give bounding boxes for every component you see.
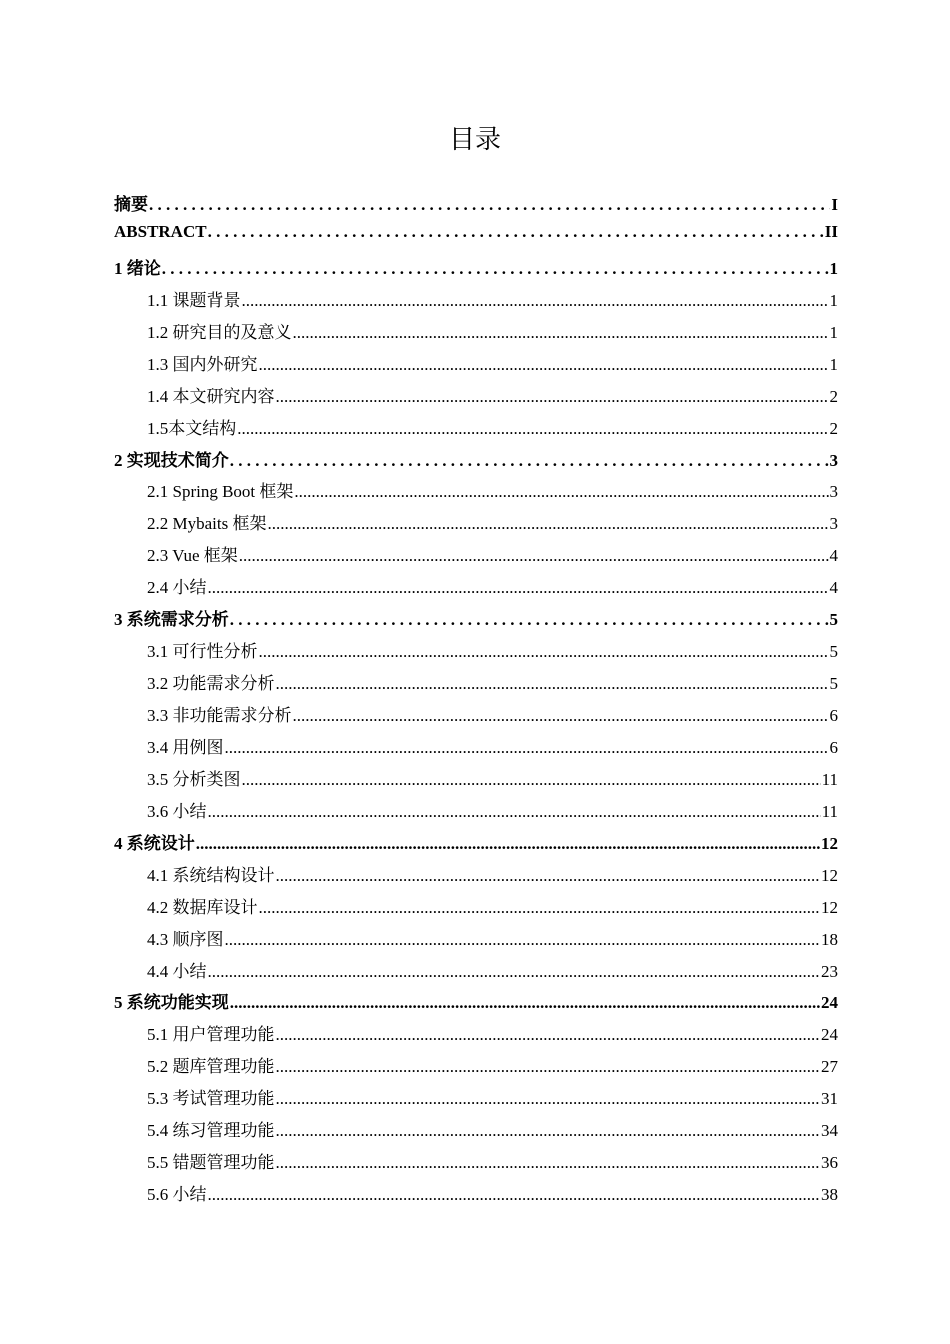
toc-page-number: 3 <box>829 450 838 470</box>
toc-dot-leader <box>259 898 821 918</box>
toc-page-number: 12 <box>821 833 838 853</box>
toc-section-entry[interactable] <box>114 925 838 957</box>
toc-page-number: 11 <box>821 801 838 821</box>
toc-entry-label: 5.5 错题管理功能 <box>147 1153 275 1173</box>
toc-section-entry[interactable] <box>114 893 838 925</box>
toc-chapter-entry[interactable] <box>114 605 838 637</box>
toc-entry-label: 2.4 小结 <box>147 578 207 598</box>
table-of-contents <box>114 190 838 1212</box>
toc-page-number: 2 <box>829 418 838 438</box>
toc-dot-leader <box>162 259 829 279</box>
toc-dot-leader <box>259 355 829 375</box>
toc-dot-leader <box>276 387 829 407</box>
toc-section-entry[interactable] <box>114 669 838 701</box>
toc-entry-label: 4.2 数据库设计 <box>147 897 258 917</box>
toc-entry-label: ABSTRACT <box>114 221 207 241</box>
toc-section-entry[interactable] <box>114 573 838 605</box>
toc-page-number: II <box>824 221 838 241</box>
toc-dot-leader <box>242 770 821 790</box>
toc-section-entry[interactable] <box>114 1180 838 1212</box>
toc-section-entry[interactable] <box>114 861 838 893</box>
toc-dot-leader <box>208 962 821 982</box>
toc-chapter-entry[interactable] <box>114 829 838 861</box>
toc-page-number: 4 <box>829 578 838 598</box>
toc-page-number: 23 <box>821 961 838 981</box>
toc-chapter-entry[interactable] <box>114 254 838 286</box>
toc-entry-label: 1.1 课题背景 <box>147 290 241 310</box>
toc-dot-leader <box>259 642 829 662</box>
toc-section-entry[interactable] <box>114 477 838 509</box>
toc-section-entry[interactable] <box>114 797 838 829</box>
toc-dot-leader <box>196 834 820 854</box>
toc-page-number: 3 <box>829 514 838 534</box>
toc-dot-leader <box>230 610 829 630</box>
toc-entry-label: 3.3 非功能需求分析 <box>147 706 292 725</box>
toc-entry-label: 5.6 小结 <box>147 1185 207 1205</box>
toc-entry-label: 5 系统功能实现 <box>114 993 229 1013</box>
toc-entry-label: 4.4 小结 <box>147 961 207 981</box>
toc-section-entry[interactable] <box>114 637 838 669</box>
toc-entry-label: 3.1 可行性分析 <box>147 642 258 662</box>
toc-page-number: 31 <box>821 1089 838 1109</box>
toc-dot-leader <box>242 291 829 311</box>
toc-page-number: 18 <box>821 929 838 949</box>
toc-page-number: 1 <box>829 354 838 374</box>
toc-chapter-entry[interactable] <box>114 190 838 222</box>
toc-page-number: 36 <box>821 1153 838 1173</box>
toc-section-entry[interactable] <box>114 350 838 382</box>
toc-section-entry[interactable] <box>114 1020 838 1052</box>
toc-page-number: 12 <box>821 865 838 885</box>
toc-page-number: 12 <box>821 897 838 917</box>
toc-section-entry[interactable] <box>114 509 838 541</box>
toc-section-entry[interactable] <box>114 733 838 765</box>
toc-dot-leader <box>149 195 830 215</box>
toc-entry-label: 1.4 本文研究内容 <box>147 386 275 406</box>
toc-page-number: 4 <box>829 546 838 566</box>
toc-dot-leader <box>276 674 829 694</box>
toc-entry-label: 摘要 <box>114 195 148 214</box>
toc-dot-leader <box>276 1025 821 1045</box>
toc-section-entry[interactable] <box>114 1084 838 1116</box>
toc-page-number: I <box>831 195 838 214</box>
toc-chapter-entry[interactable] <box>114 988 838 1020</box>
toc-entry-label: 1 绪论 <box>114 258 161 278</box>
toc-page-number: 5 <box>829 674 838 694</box>
toc-dot-leader <box>237 419 828 439</box>
toc-dot-leader <box>293 706 829 726</box>
toc-entry-label: 1.3 国内外研究 <box>147 354 258 374</box>
toc-entry-label: 3.2 功能需求分析 <box>147 674 275 694</box>
toc-dot-leader <box>225 738 829 758</box>
toc-page-number: 3 <box>829 482 838 502</box>
toc-page-number: 5 <box>829 642 838 662</box>
toc-dot-leader <box>225 930 821 950</box>
toc-entry-label: 3.5 分析类图 <box>147 769 241 789</box>
toc-entry-label: 1.2 研究目的及意义 <box>147 322 292 342</box>
toc-chapter-entry[interactable] <box>114 222 838 254</box>
toc-section-entry[interactable] <box>114 957 838 989</box>
toc-section-entry[interactable] <box>114 1148 838 1180</box>
toc-dot-leader <box>294 482 828 502</box>
toc-section-entry[interactable] <box>114 286 838 318</box>
toc-page-number: 1 <box>829 290 838 310</box>
toc-entry-label: 4 系统设计 <box>114 833 195 853</box>
toc-dot-leader <box>276 866 821 886</box>
toc-entry-label: 3 系统需求分析 <box>114 610 229 630</box>
toc-page-number: 2 <box>829 386 838 406</box>
toc-section-entry[interactable] <box>114 541 838 573</box>
toc-dot-leader <box>276 1089 821 1109</box>
toc-section-entry[interactable] <box>114 765 838 797</box>
toc-entry-label: 5.2 题库管理功能 <box>147 1057 275 1077</box>
toc-chapter-entry[interactable] <box>114 446 838 478</box>
toc-page-number: 34 <box>821 1121 838 1141</box>
toc-page-number: 38 <box>821 1185 838 1205</box>
toc-page-number: 5 <box>829 610 838 630</box>
toc-page-number: 1 <box>829 258 838 278</box>
toc-entry-label: 1.5本文结构 <box>147 418 237 438</box>
page-title: 目录 <box>448 125 501 155</box>
toc-entry-label: 2.1 Spring Boot 框架 <box>147 482 294 502</box>
toc-entry-label: 5.3 考试管理功能 <box>147 1089 275 1109</box>
toc-entry-label: 5.4 练习管理功能 <box>147 1121 275 1141</box>
toc-section-entry[interactable] <box>114 1116 838 1148</box>
toc-entry-label: 3.4 用例图 <box>147 737 224 757</box>
toc-page-number: 27 <box>821 1057 838 1077</box>
toc-dot-leader <box>276 1153 821 1173</box>
toc-page-number: 24 <box>821 1025 838 1045</box>
toc-dot-leader <box>208 578 829 598</box>
toc-dot-leader <box>276 1057 821 1077</box>
toc-section-entry[interactable] <box>114 414 838 446</box>
toc-page-number: 11 <box>821 769 838 789</box>
toc-dot-leader <box>208 222 824 242</box>
toc-entry-label: 3.6 小结 <box>147 801 207 821</box>
toc-page-number: 24 <box>821 993 838 1013</box>
toc-section-entry[interactable] <box>114 318 838 350</box>
toc-section-entry[interactable] <box>114 701 838 733</box>
toc-entry-label: 4.1 系统结构设计 <box>147 865 275 885</box>
toc-dot-leader <box>230 993 820 1013</box>
toc-page-number: 6 <box>829 706 838 725</box>
toc-page-number: 6 <box>829 737 838 757</box>
toc-page-number: 1 <box>829 322 838 342</box>
toc-dot-leader <box>293 323 829 343</box>
toc-section-entry[interactable] <box>114 1052 838 1084</box>
toc-entry-label: 4.3 顺序图 <box>147 929 224 949</box>
toc-dot-leader <box>230 451 829 471</box>
toc-dot-leader <box>208 1185 821 1205</box>
toc-entry-label: 5.1 用户管理功能 <box>147 1025 275 1045</box>
toc-entry-label: 2 实现技术简介 <box>114 450 229 470</box>
toc-dot-leader <box>208 802 821 822</box>
toc-section-entry[interactable] <box>114 382 838 414</box>
toc-entry-label: 2.2 Mybaits 框架 <box>147 514 267 534</box>
toc-dot-leader <box>267 514 828 534</box>
toc-dot-leader <box>276 1121 821 1141</box>
toc-entry-label: 2.3 Vue 框架 <box>147 546 238 566</box>
toc-dot-leader <box>239 546 829 566</box>
